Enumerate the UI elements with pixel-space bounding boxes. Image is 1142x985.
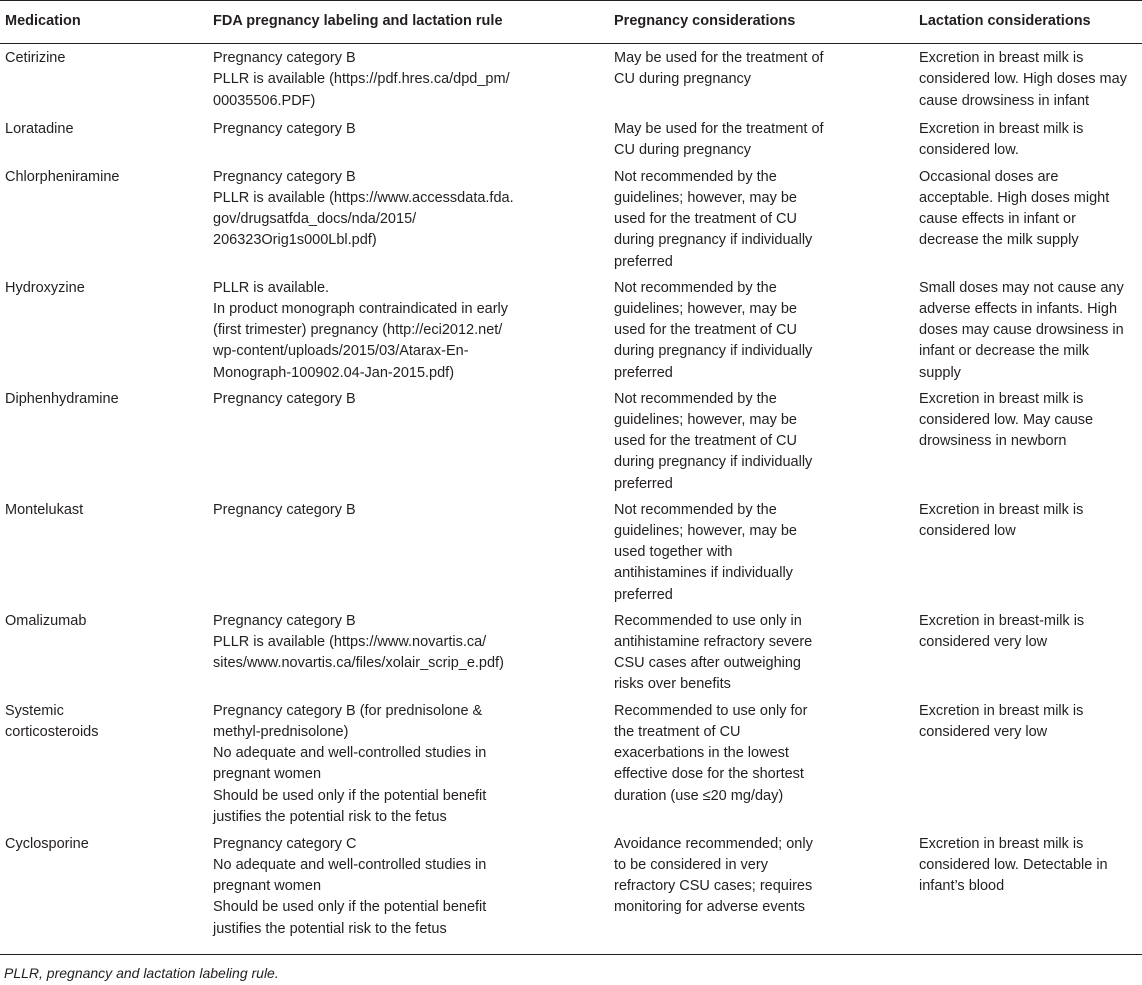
table-footnote: PLLR, pregnancy and lactation labeling rule. bbox=[4, 965, 279, 981]
cell-lactation: Excretion in breast milk is considered low. May cause drowsiness in newborn bbox=[919, 390, 1094, 450]
cell-pregnancy: Not recommended by the guidelines; however, may be used for the treatment of CU during pregnancy if individually preferred bbox=[614, 168, 813, 270]
table-row bbox=[0, 163, 1142, 274]
cell-medication: Hydroxyzine bbox=[5, 279, 85, 296]
cell-medication: Loratadine bbox=[5, 120, 74, 137]
header-lactation: Lactation considerations bbox=[917, 1, 1142, 44]
cell-fda-rule: Pregnancy category B bbox=[213, 120, 356, 137]
cell-lactation: Excretion in breast milk is considered low. High doses may cause drowsiness in infant bbox=[919, 50, 1127, 109]
cell-medication: Cyclosporine bbox=[0, 830, 211, 955]
cell-medication: Omalizumab bbox=[5, 612, 87, 629]
header-medication: Medication bbox=[0, 1, 211, 44]
cell-lactation: Excretion in breast milk is considered low. bbox=[919, 120, 1084, 158]
cell-medication: Systemic corticosteroids bbox=[5, 702, 99, 740]
cell-fda-rule: Pregnancy category B bbox=[213, 501, 356, 518]
cell-pregnancy: May be used for the treatment of CU during pregnancy bbox=[614, 120, 824, 158]
cell-pregnancy: May be used for the treatment of CU during pregnancy bbox=[614, 50, 824, 88]
header-row bbox=[0, 1, 1142, 44]
cell-lactation: Excretion in breast milk is considered low bbox=[919, 501, 1084, 539]
cell-fda-rule: Pregnancy category B PLLR is available (https://www.accessdata.fda. gov/drugsatfda_docs/nda/2015/ 206323Orig1s000Lbl.pdf) bbox=[213, 168, 514, 249]
cell-pregnancy: Recommended to use only in antihistamine refractory severe CSU cases after outweighing risks over benefits bbox=[614, 612, 813, 693]
cell-medication: Chlorpheniramine bbox=[5, 168, 120, 185]
cell-fda-rule: Pregnancy category C No adequate and well-controlled studies in pregnant women Should be used only if the potential benefit justifies the potential risk to the fetus bbox=[211, 830, 612, 955]
cell-medication: Cetirizine bbox=[5, 50, 66, 66]
cell-lactation: Excretion in breast milk is considered low. Detectable in infant’s blood bbox=[917, 830, 1142, 955]
cell-pregnancy: Not recommended by the guidelines; however, may be used for the treatment of CU during pregnancy if individually preferred bbox=[614, 279, 813, 381]
cell-lactation: Excretion in breast milk is considered very low bbox=[919, 702, 1084, 740]
cell-fda-rule: Pregnancy category B (for prednisolone & methyl-prednisolone) No adequate and well-controlled studies in pregnant women Should be used only if the potential benefit justifies the potential risk to the fetus bbox=[213, 702, 487, 825]
table-row bbox=[0, 115, 1142, 163]
header-pregnancy: Pregnancy considerations bbox=[612, 1, 917, 44]
cell-pregnancy: Avoidance recommended; only to be considered in very refractory CSU cases; requires monitoring for adverse events bbox=[612, 830, 917, 955]
table-row bbox=[0, 44, 1142, 115]
cell-pregnancy: Not recommended by the guidelines; however, may be used together with antihistamines if individually preferred bbox=[614, 501, 797, 603]
table-row bbox=[0, 607, 1142, 697]
cell-lactation: Occasional doses are acceptable. High doses might cause effects in infant or decrease the milk supply bbox=[919, 168, 1110, 249]
cell-lactation: Excretion in breast-milk is considered very low bbox=[919, 612, 1085, 650]
table-row bbox=[0, 385, 1142, 496]
header-fda-rule: FDA pregnancy labeling and lactation rule bbox=[211, 1, 612, 44]
table-body bbox=[0, 44, 1142, 955]
cell-fda-rule: Pregnancy category B PLLR is available (https://www.novartis.ca/ sites/www.novartis.ca/files/xolair_scrip_e.pdf) bbox=[213, 612, 504, 672]
table-header bbox=[0, 1, 1142, 44]
cell-fda-rule: PLLR is available. In product monograph contraindicated in early (first trimester) pregnancy (http://eci2012.net/ wp-content/uploads/2015/03/Atarax-En- Monograph-100902.04-Jan-2015.pdf) bbox=[213, 279, 509, 381]
cell-pregnancy: Recommended to use only for the treatment of CU exacerbations in the lowest effective dose for the shortest duration (use ≤20 mg/day) bbox=[614, 702, 808, 804]
cell-medication: Diphenhydramine bbox=[5, 390, 119, 407]
table-row bbox=[0, 697, 1142, 830]
cell-fda-rule: Pregnancy category B PLLR is available (https://pdf.hres.ca/dpd_pm/ 00035506.PDF) bbox=[213, 50, 510, 109]
cell-lactation: Small doses may not cause any adverse effects in infants. High doses may cause drowsiness in infant or decrease the milk supply bbox=[919, 279, 1124, 381]
cell-medication: Montelukast bbox=[5, 501, 84, 518]
table-row bbox=[0, 274, 1142, 385]
table-row bbox=[0, 830, 1142, 955]
cell-pregnancy: Not recommended by the guidelines; however, may be used for the treatment of CU during pregnancy if individually preferred bbox=[614, 390, 813, 492]
table-row bbox=[0, 496, 1142, 607]
cell-fda-rule: Pregnancy category B bbox=[213, 390, 356, 407]
